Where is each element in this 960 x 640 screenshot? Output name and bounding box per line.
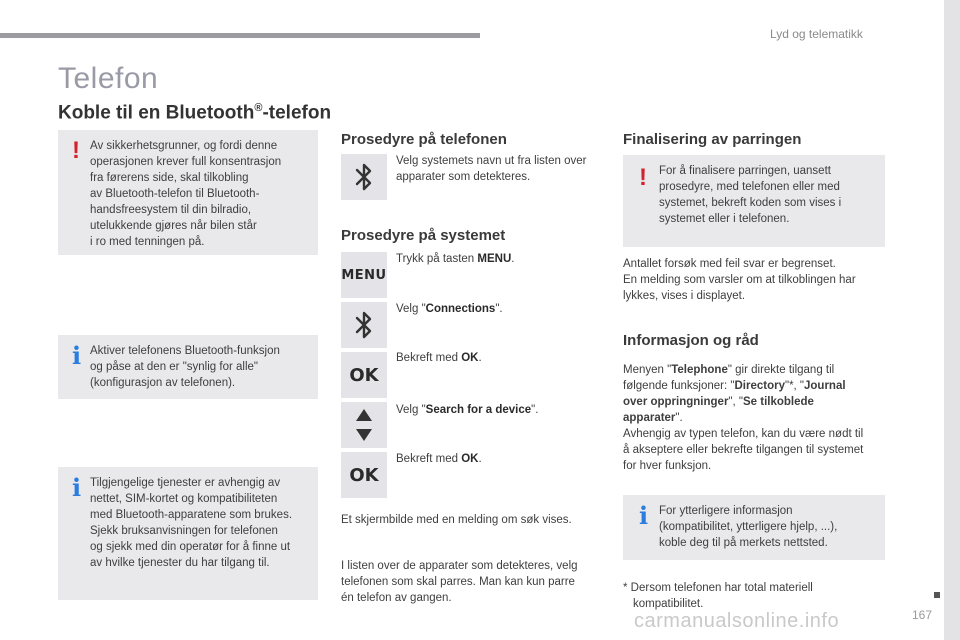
info-advice-heading: Informasjon og råd <box>623 332 759 349</box>
info-icon: i <box>72 341 82 370</box>
ok-button-tile <box>341 452 387 498</box>
bluetooth-tile <box>341 302 387 348</box>
bluetooth-info-box <box>58 335 318 399</box>
phone-procedure-text: Velg systemets navn ut fra listen over apparater som detekteres. <box>396 155 587 183</box>
info-icon: i <box>639 501 649 530</box>
ok-button-tile <box>341 352 387 398</box>
safety-warning-text: Av sikkerhetsgrunner, og fordi denne operasjonen krever full konsentrasjon fra førerens side, skal tilkobling av Bluetooth-telefon til Bluetooth- handsfreesystem til din bilradio, utelukkende gjøres når bilen står i ro med tenningen på. <box>90 140 282 248</box>
bluetooth-icon <box>353 162 375 192</box>
page-title: Telefon <box>58 62 159 95</box>
watermark: carmanualsonline.info <box>634 610 840 632</box>
attempts-text: Antallet forsøk med feil svar er begrenset. En melding som varsler om at tilkoblingen har lykkes, vises i displayet. <box>623 258 856 302</box>
safety-warning-box <box>58 130 318 255</box>
warning-icon: ! <box>72 137 80 164</box>
step-search-text: Velg "Search for a device". <box>396 404 539 416</box>
step-connections-text: Velg "Connections". <box>396 303 503 315</box>
footnote: * Dersom telefonen har total materiell kompatibilitet. <box>623 582 813 610</box>
step-menu-text: Trykk på tasten MENU. <box>396 253 515 265</box>
ok-button-label: OK <box>349 364 379 386</box>
screen-message-text: Et skjermbilde med en melding om søk vises. <box>341 514 572 526</box>
main-heading <box>58 102 331 124</box>
step-confirm-text: Bekreft med OK. <box>396 352 482 364</box>
info-icon: i <box>72 473 82 502</box>
warning-icon: ! <box>639 164 647 191</box>
bluetooth-tile <box>341 154 387 200</box>
page-number: 167 <box>912 608 933 622</box>
page-marker <box>934 592 940 598</box>
phone-procedure-heading: Prosedyre på telefonen <box>341 131 507 148</box>
info-advice-text: Menyen "Telephone" gir direkte tilgang til følgende funksjoner: "Directory"*, "Journal over oppringninger", "Se tilkoblede apparater". Avhengig av typen telefon, kan du være nødt til å akseptere eller bekrefte tilgangen til systemet for hver funksjon. <box>623 364 864 472</box>
up-down-arrows-icon <box>353 407 375 443</box>
ok-button-label: OK <box>349 464 379 486</box>
system-procedure-heading: Prosedyre på systemet <box>341 227 506 244</box>
page-edge-strip <box>944 0 960 640</box>
arrows-tile <box>341 402 387 448</box>
heading-text: Koble til en Bluetooth <box>58 102 255 124</box>
bluetooth-icon <box>353 310 375 340</box>
registered-mark: ® <box>254 102 263 114</box>
menu-button-label: MENU <box>341 267 387 283</box>
device-list-text: I listen over de apparater som detekteres, velg telefonen som skal parres. Man kan kun parre én telefon av gangen. <box>341 560 578 604</box>
menu-button-tile <box>341 252 387 298</box>
more-info-text: For ytterligere informasjon (kompatibilitet, ytterligere hjelp, ...), koble deg til på merkets nettsted. <box>659 505 838 549</box>
finalize-warning-text: For å finalisere parringen, uansett prosedyre, med telefonen eller med systemet, bekreft koden som vises i systemet eller i telefonen. <box>659 165 842 225</box>
services-info-text: Tilgjengelige tjenester er avhengig av nettet, SIM-kortet og kompatibiliteten med Bluetooth-apparatene som brukes. Sjekk bruksanvisningen for telefonen og sjekk med din operatør for å finne ut av hvilke tjenester du har tilgang til. <box>90 477 293 569</box>
finalize-heading: Finalisering av parringen <box>623 131 802 148</box>
finalize-warning-box <box>623 155 885 247</box>
services-info-box <box>58 467 318 600</box>
section-label: Lyd og telematikk <box>770 27 863 41</box>
step-confirm-text: Bekreft med OK. <box>396 453 482 465</box>
header-rule <box>0 33 480 38</box>
heading-suffix: -telefon <box>262 102 332 124</box>
more-info-box <box>623 495 885 560</box>
bluetooth-info-text: Aktiver telefonens Bluetooth-funksjon og påse at den er "synlig for alle" (konfigurasjon av telefonen). <box>90 345 280 389</box>
